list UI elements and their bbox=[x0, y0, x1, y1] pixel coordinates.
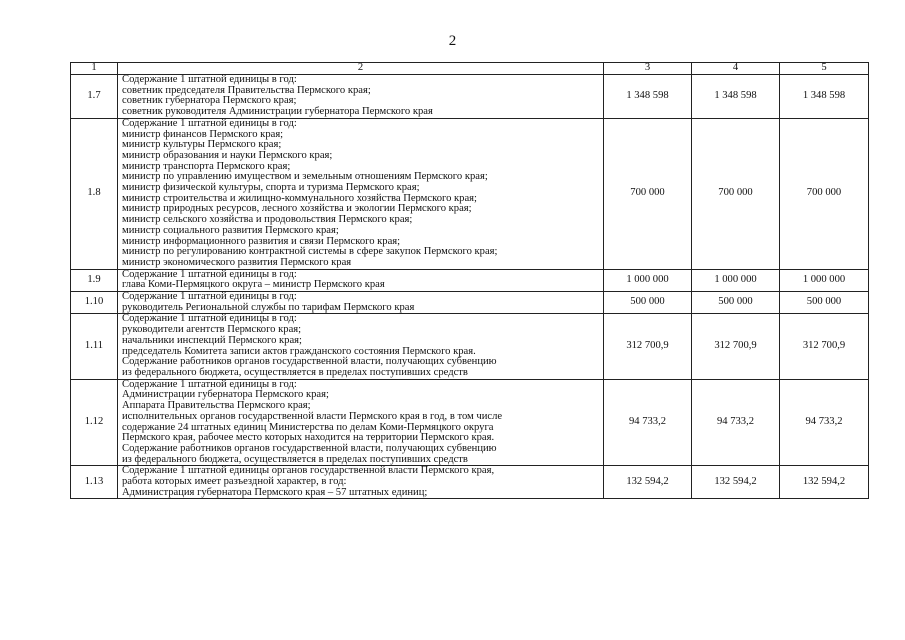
description-line: председатель Комитета записи актов гражданского состояния Пермского края. bbox=[122, 345, 476, 357]
description-line: Содержание 1 штатной единицы в год: bbox=[122, 291, 297, 303]
value-column-4: 94 733,2 bbox=[692, 379, 780, 466]
value-column-3: 94 733,2 bbox=[604, 379, 692, 466]
value-column-3: 1 348 598 bbox=[604, 75, 692, 119]
row-number: 1.11 bbox=[71, 314, 118, 379]
value-column-4: 700 000 bbox=[692, 118, 780, 269]
description-line: Пермского края, рабочее место которых находится на территории Пермского края. bbox=[122, 432, 495, 444]
table-row bbox=[71, 466, 869, 499]
row-number: 1.9 bbox=[71, 269, 118, 291]
budget-table bbox=[70, 62, 869, 499]
description-line: начальники инспекций Пермского края; bbox=[122, 334, 302, 346]
row-description bbox=[118, 379, 604, 466]
column-header-5: 5 bbox=[780, 63, 869, 75]
value-column-5: 132 594,2 bbox=[780, 466, 869, 499]
description-line: министр сельского хозяйства и продовольствия Пермского края; bbox=[122, 214, 413, 226]
column-header-3: 3 bbox=[604, 63, 692, 75]
value-column-4: 1 000 000 bbox=[692, 269, 780, 291]
table-row bbox=[71, 314, 869, 379]
row-description bbox=[118, 75, 604, 119]
description-line: работа которых имеет разъездной характер, в год: bbox=[122, 476, 347, 488]
value-column-3: 132 594,2 bbox=[604, 466, 692, 499]
description-line: министр образования и науки Пермского края; bbox=[122, 149, 333, 161]
row-number: 1.8 bbox=[71, 118, 118, 269]
row-number: 1.12 bbox=[71, 379, 118, 466]
table-header-row bbox=[71, 63, 869, 75]
value-column-3: 1 000 000 bbox=[604, 269, 692, 291]
value-column-4: 1 348 598 bbox=[692, 75, 780, 119]
description-line: министр физической культуры, спорта и туризма Пермского края; bbox=[122, 182, 420, 194]
column-header-1: 1 bbox=[71, 63, 118, 75]
description-line: министр экономического развития Пермского края bbox=[122, 256, 352, 268]
value-column-4: 132 594,2 bbox=[692, 466, 780, 499]
row-description bbox=[118, 292, 604, 314]
description-line: советник председателя Правительства Пермского края; bbox=[122, 84, 371, 96]
value-column-5: 1 000 000 bbox=[780, 269, 869, 291]
description-line: из федерального бюджета, осуществляется в пределах поступивших средств bbox=[122, 366, 468, 378]
description-line: Содержание работников органов государственной власти, получающих субвенцию bbox=[122, 442, 497, 454]
table-row bbox=[71, 118, 869, 269]
row-number: 1.13 bbox=[71, 466, 118, 499]
value-column-3: 700 000 bbox=[604, 118, 692, 269]
table-row bbox=[71, 75, 869, 119]
description-line: министр по управлению имуществом и земельным отношениям Пермского края; bbox=[122, 171, 488, 183]
description-line: исполнительных органов государственной власти Пермского края в год, в том числе bbox=[122, 410, 503, 422]
description-line: Содержание 1 штатной единицы в год: bbox=[122, 117, 297, 129]
description-line: министр культуры Пермского края; bbox=[122, 139, 282, 151]
description-line: советник руководителя Администрации губернатора Пермского края bbox=[122, 106, 433, 118]
description-line: министр информационного развития и связи Пермского края; bbox=[122, 235, 401, 247]
row-number: 1.7 bbox=[71, 75, 118, 119]
description-line: Содержание 1 штатной единицы в год: bbox=[122, 313, 297, 325]
description-line: Администрации губернатора Пермского края; bbox=[122, 389, 329, 401]
description-line: Содержание 1 штатной единицы в год: bbox=[122, 378, 297, 390]
description-line: министр по регулированию контрактной системы в сфере закупок Пермского края; bbox=[122, 246, 498, 258]
value-column-5: 700 000 bbox=[780, 118, 869, 269]
table-row bbox=[71, 292, 869, 314]
description-line: руководители агентств Пермского края; bbox=[122, 324, 302, 336]
description-line: министр социального развития Пермского края; bbox=[122, 224, 339, 236]
description-line: руководитель Региональной службы по тарифам Пермского края bbox=[122, 301, 415, 313]
description-line: министр финансов Пермского края; bbox=[122, 128, 284, 140]
value-column-5: 312 700,9 bbox=[780, 314, 869, 379]
description-line: Содержание 1 штатной единицы в год: bbox=[122, 74, 297, 85]
description-line: Аппарата Правительства Пермского края; bbox=[122, 400, 311, 412]
description-line: министр строительства и жилищно-коммунального хозяйства Пермского края; bbox=[122, 192, 477, 204]
description-line: Содержание 1 штатной единицы органов государственной власти Пермского края, bbox=[122, 465, 495, 477]
row-description bbox=[118, 314, 604, 379]
table-row bbox=[71, 269, 869, 291]
row-description bbox=[118, 466, 604, 499]
table-row bbox=[71, 379, 869, 466]
value-column-4: 500 000 bbox=[692, 292, 780, 314]
description-line: Содержание работников органов государственной власти, получающих субвенцию bbox=[122, 356, 497, 368]
value-column-5: 1 348 598 bbox=[780, 75, 869, 119]
page-number: 2 bbox=[448, 33, 457, 49]
description-line: из федерального бюджета, осуществляется в пределах поступивших средств bbox=[122, 453, 468, 465]
description-line: министр природных ресурсов, лесного хозяйства и экологии Пермского края; bbox=[122, 203, 472, 215]
description-line: содержание 24 штатных единиц Министерства по делам Коми-Пермяцкого округа bbox=[122, 421, 494, 433]
description-line: советник губернатора Пермского края; bbox=[122, 95, 297, 107]
value-column-3: 500 000 bbox=[604, 292, 692, 314]
description-line: глава Коми-Пермяцкого округа – министр Пермского края bbox=[122, 279, 385, 291]
description-line: министр транспорта Пермского края; bbox=[122, 160, 291, 172]
column-header-2: 2 bbox=[118, 63, 604, 75]
value-column-4: 312 700,9 bbox=[692, 314, 780, 379]
row-description bbox=[118, 118, 604, 269]
value-column-5: 500 000 bbox=[780, 292, 869, 314]
row-description bbox=[118, 269, 604, 291]
description-line: Содержание 1 штатной единицы в год: bbox=[122, 268, 297, 280]
value-column-5: 94 733,2 bbox=[780, 379, 869, 466]
description-line: Администрация губернатора Пермского края – 57 штатных единиц; bbox=[122, 486, 428, 498]
value-column-3: 312 700,9 bbox=[604, 314, 692, 379]
row-number: 1.10 bbox=[71, 292, 118, 314]
column-header-4: 4 bbox=[692, 63, 780, 75]
